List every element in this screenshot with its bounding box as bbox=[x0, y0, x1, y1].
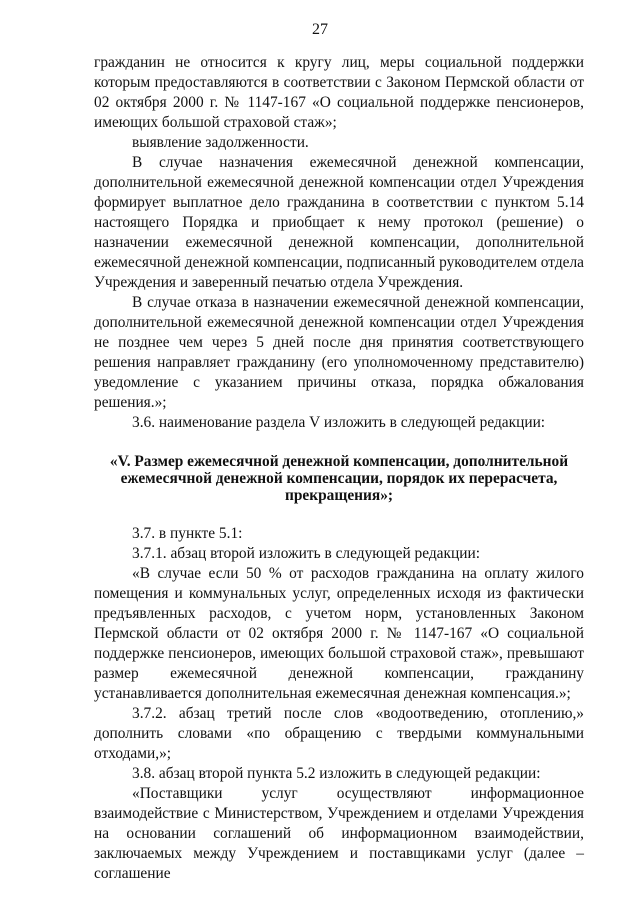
paragraph: выявление задолженности. bbox=[132, 134, 309, 151]
paragraph: 3.6. наименование раздела V изложить в следующей редакции: bbox=[132, 414, 546, 431]
paragraph: «Поставщики услуг осуществляют информационное взаимодействие с Министерством, Учреждением и отделами Учреждения на основании соглашений об информационном взаимодействии, заключаемых между Учреждением и поставщиками услуг (далее – соглашение bbox=[94, 785, 584, 882]
section-heading: «V. Размер ежемесячной денежной компенсации, дополнительной ежемесячной денежной компенсации, порядок их перерасчета, прекращения»; bbox=[109, 453, 569, 504]
paragraph: В случае отказа в назначении ежемесячной денежной компенсации, дополнительной ежемесячной денежной компенсации отдел Учреждения не позднее чем через 5 дней после дня принятия соответствующего решения направляет гражданину (его уполномоченному представителю) уведомление с указанием причины отказа, порядка обжалования решения.»; bbox=[94, 294, 584, 411]
paragraph: гражданин не относится к кругу лиц, меры социальной поддержки которым предоставляются в соответствии с Законом Пермской области от 02 октября 2000 г. № 1147-167 «О социальной поддержке пенсионеров, имеющих большой страховой стаж»; bbox=[94, 54, 584, 131]
paragraph: 3.8. абзац второй пункта 5.2 изложить в следующей редакции: bbox=[132, 765, 541, 782]
page-number: 27 bbox=[312, 21, 328, 38]
paragraph: 3.7.1. абзац второй изложить в следующей редакции: bbox=[132, 545, 480, 562]
paragraph: «В случае если 50 % от расходов гражданина на оплату жилого помещения и коммунальных услуг, определенных исходя из фактически предъявленных расходов, с учетом норм, установленных Законом Пермской области от 02 октября 2000 г. № 1147-167 «О социальной поддержке пенсионеров, имеющих большой страховой стаж», превышают размер ежемесячной денежной компенсации, гражданину устанавливается дополнительная ежемесячная денежная компенсация.»; bbox=[94, 565, 584, 702]
document-body bbox=[94, 53, 584, 884]
paragraph: 3.7.2. абзац третий после слов «водоотведению, отоплению,» дополнить словами «по обращению с твердыми коммунальными отходами,»; bbox=[94, 705, 584, 762]
paragraph: В случае назначения ежемесячной денежной компенсации, дополнительной ежемесячной денежной компенсации отдел Учреждения формирует выплатное дело гражданина в соответствии с пунктом 5.14 настоящего Порядка и приобщает к нему протокол (решение) о назначении ежемесячной денежной компенсации, дополнительной ежемесячной денежной компенсации, подписанный руководителем отдела Учреждения и заверенный печатью отдела Учреждения. bbox=[94, 154, 584, 291]
paragraph: 3.7. в пункте 5.1: bbox=[132, 525, 243, 542]
